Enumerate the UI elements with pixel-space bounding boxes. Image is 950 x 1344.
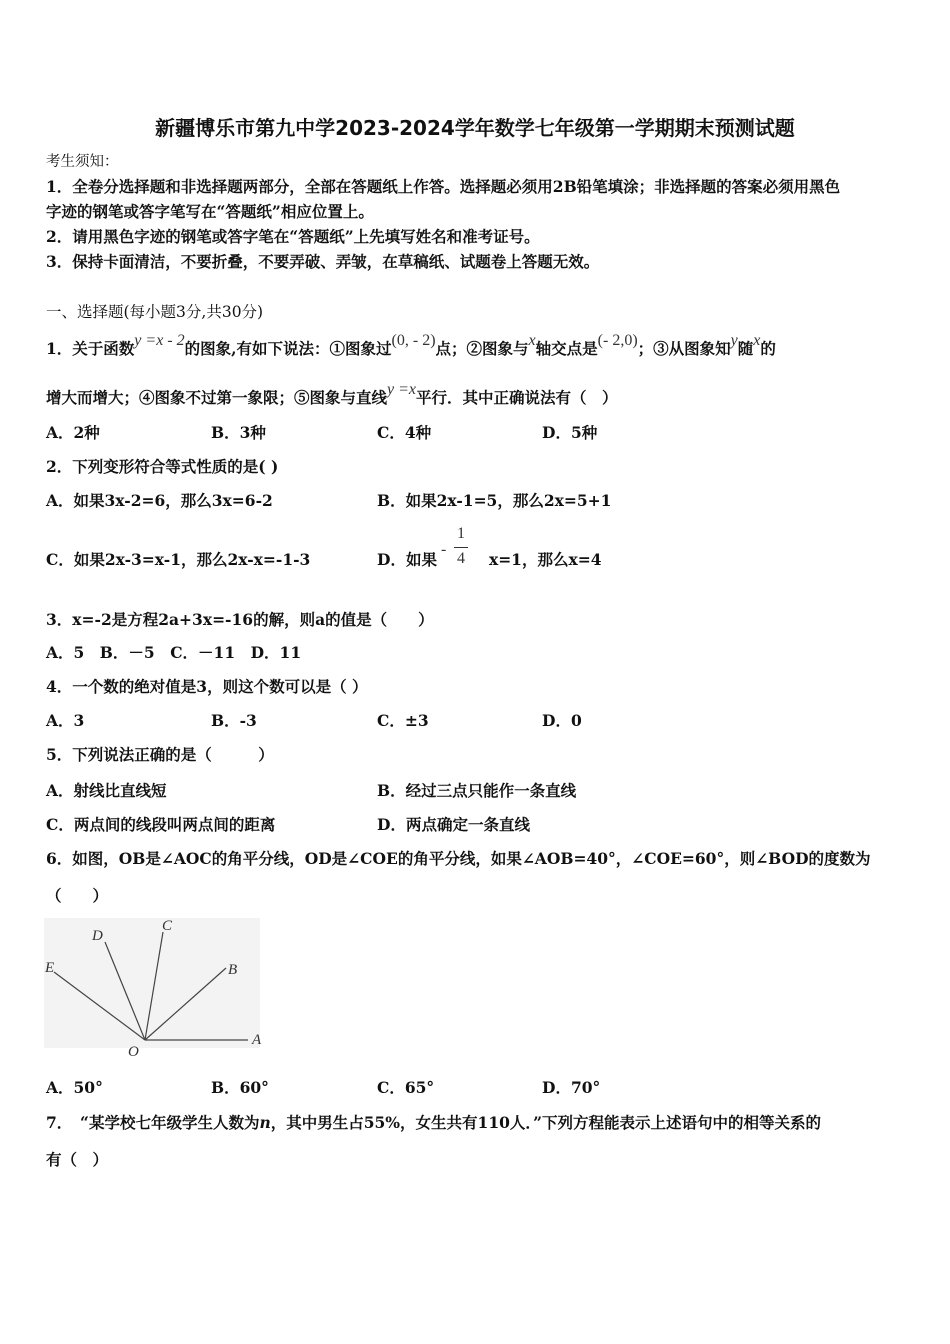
q2-option-d-suffix: x=1，那么x=4 — [488, 550, 602, 569]
q5-option-c[interactable]: C．两点间的线段叫两点间的距离 — [46, 815, 276, 834]
q4-option-a[interactable]: A．3 — [46, 711, 85, 730]
figure-background — [44, 918, 260, 1048]
q5-option-b[interactable]: B．经过三点只能作一条直线 — [377, 781, 577, 800]
q7-text-2: ，其中男生占55%，女生共有110人．”下列方程能表示上述语句中的相等关系的 — [270, 1113, 822, 1132]
q7-variable-n: n — [259, 1113, 271, 1132]
q1-text-8: 增大而增大；④图象不过第一象限；⑤图象与直线 — [46, 388, 388, 407]
q2-option-d[interactable] — [377, 550, 601, 570]
q1-text-3: 点；②图象与 — [435, 339, 529, 358]
notice-item-1b: 字迹的钢笔或答字笔写在“答题纸”相应位置上。 — [46, 202, 374, 221]
q2-option-a[interactable]: A．如果3x-2=6，那么3x=6-2 — [46, 491, 273, 510]
q5-option-d[interactable]: D．两点确定一条直线 — [377, 815, 530, 834]
q1-text-4: 轴交点是 — [535, 339, 598, 358]
label-e: E — [45, 960, 55, 976]
fraction-numerator: 1 — [457, 525, 465, 542]
q6-option-a[interactable]: A．50° — [46, 1078, 103, 1097]
q1-text-2: 的图象,有如下说法：①图象过 — [184, 339, 392, 358]
notice-item-1a: 1．全卷分选择题和非选择题两部分，全部在答题纸上作答。选择题必须用2B铅笔填涂；非选择题的答案必须用黑色 — [46, 177, 841, 196]
q6-stem-2: （ ） — [46, 886, 109, 905]
fraction-denominator: 4 — [457, 550, 465, 567]
q4-option-b[interactable]: B．-3 — [211, 711, 257, 730]
q6-option-c[interactable]: C．65° — [377, 1078, 435, 1097]
notice-item-3: 3．保持卡面清洁，不要折叠，不要弄破、弄皱，在草稿纸、试题卷上答题无效。 — [46, 252, 600, 271]
angle-figure — [40, 910, 270, 1060]
q5-option-a[interactable]: A．射线比直线短 — [46, 781, 167, 800]
q7-text-1: 7． “某学校七年级学生人数为 — [46, 1113, 260, 1132]
label-d: D — [92, 928, 103, 944]
q1-option-c[interactable]: C．4种 — [377, 423, 432, 442]
q1-text-1: 1．关于函数 — [46, 339, 135, 358]
q1-line2 — [46, 381, 618, 409]
q1-math-y: y — [730, 332, 738, 349]
q1-option-a[interactable]: A．2种 — [46, 423, 100, 442]
fraction-neg-sign: - — [441, 541, 447, 558]
q1-math-point: (0, - 2) — [391, 332, 436, 349]
label-b: B — [228, 962, 238, 978]
q1-text-9: 平行．其中正确说法有（ ） — [416, 388, 618, 407]
q4-stem: 4．一个数的绝对值是3，则这个数可以是（ ） — [46, 677, 368, 696]
fraction-bar — [454, 547, 468, 548]
q7-line1 — [46, 1113, 821, 1133]
q1-math-function: y =x - 2 — [134, 332, 185, 349]
q2-option-c[interactable]: C．如果2x-3=x-1，那么2x-x=-1-3 — [46, 550, 311, 569]
q6-option-b[interactable]: B．60° — [211, 1078, 269, 1097]
q3-stem: 3．x=-2是方程2a+3x=-16的解，则a的值是（ ） — [46, 610, 434, 629]
q6-stem: 6．如图，OB是∠AOC的角平分线，OD是∠COE的角平分线，如果∠AOB=40°，∠COE=60°，则∠BOD的度数为 — [46, 849, 871, 868]
q7-line2: 有（ ） — [46, 1150, 109, 1169]
page-title: 新疆博乐市第九中学2023-2024学年数学七年级第一学期期末预测试题 — [155, 116, 795, 140]
label-c: C — [162, 918, 173, 934]
q1-text-6: 随 — [737, 339, 754, 358]
q1-math-x2: x — [753, 332, 761, 349]
q4-option-c[interactable]: C．±3 — [377, 711, 429, 730]
q5-stem: 5．下列说法正确的是（ ） — [46, 745, 274, 764]
q1-math-x: x — [528, 332, 536, 349]
q1-text-7: 的 — [760, 339, 776, 358]
q4-option-d[interactable]: D．0 — [542, 711, 582, 730]
q6-option-d[interactable]: D．70° — [542, 1078, 601, 1097]
label-a: A — [252, 1032, 262, 1048]
q1-text-5: ；③从图象知 — [637, 339, 731, 358]
q1-math-line: y =x — [387, 381, 417, 398]
q1-option-b[interactable]: B．3种 — [211, 423, 266, 442]
section-heading: 一、选择题(每小题3分,共30分) — [46, 303, 264, 321]
q1-math-intercept: (- 2,0) — [597, 332, 638, 349]
q3-options[interactable]: A．5 B．－5 C．－11 D．11 — [46, 643, 302, 662]
q1-line1 — [46, 332, 776, 360]
q2-stem: 2．下列变形符合等式性质的是( ) — [46, 457, 279, 476]
label-o: O — [128, 1044, 139, 1060]
q1-option-d[interactable]: D．5种 — [542, 423, 598, 442]
q2-option-d-prefix: D．如果 — [377, 550, 437, 569]
notice-item-2: 2．请用黑色字迹的钢笔或答字笔在“答题纸”上先填写姓名和准考证号。 — [46, 227, 540, 246]
notice-heading: 考生须知： — [46, 154, 119, 170]
q2-option-b[interactable]: B．如果2x-1=5，那么2x=5+1 — [377, 491, 612, 510]
